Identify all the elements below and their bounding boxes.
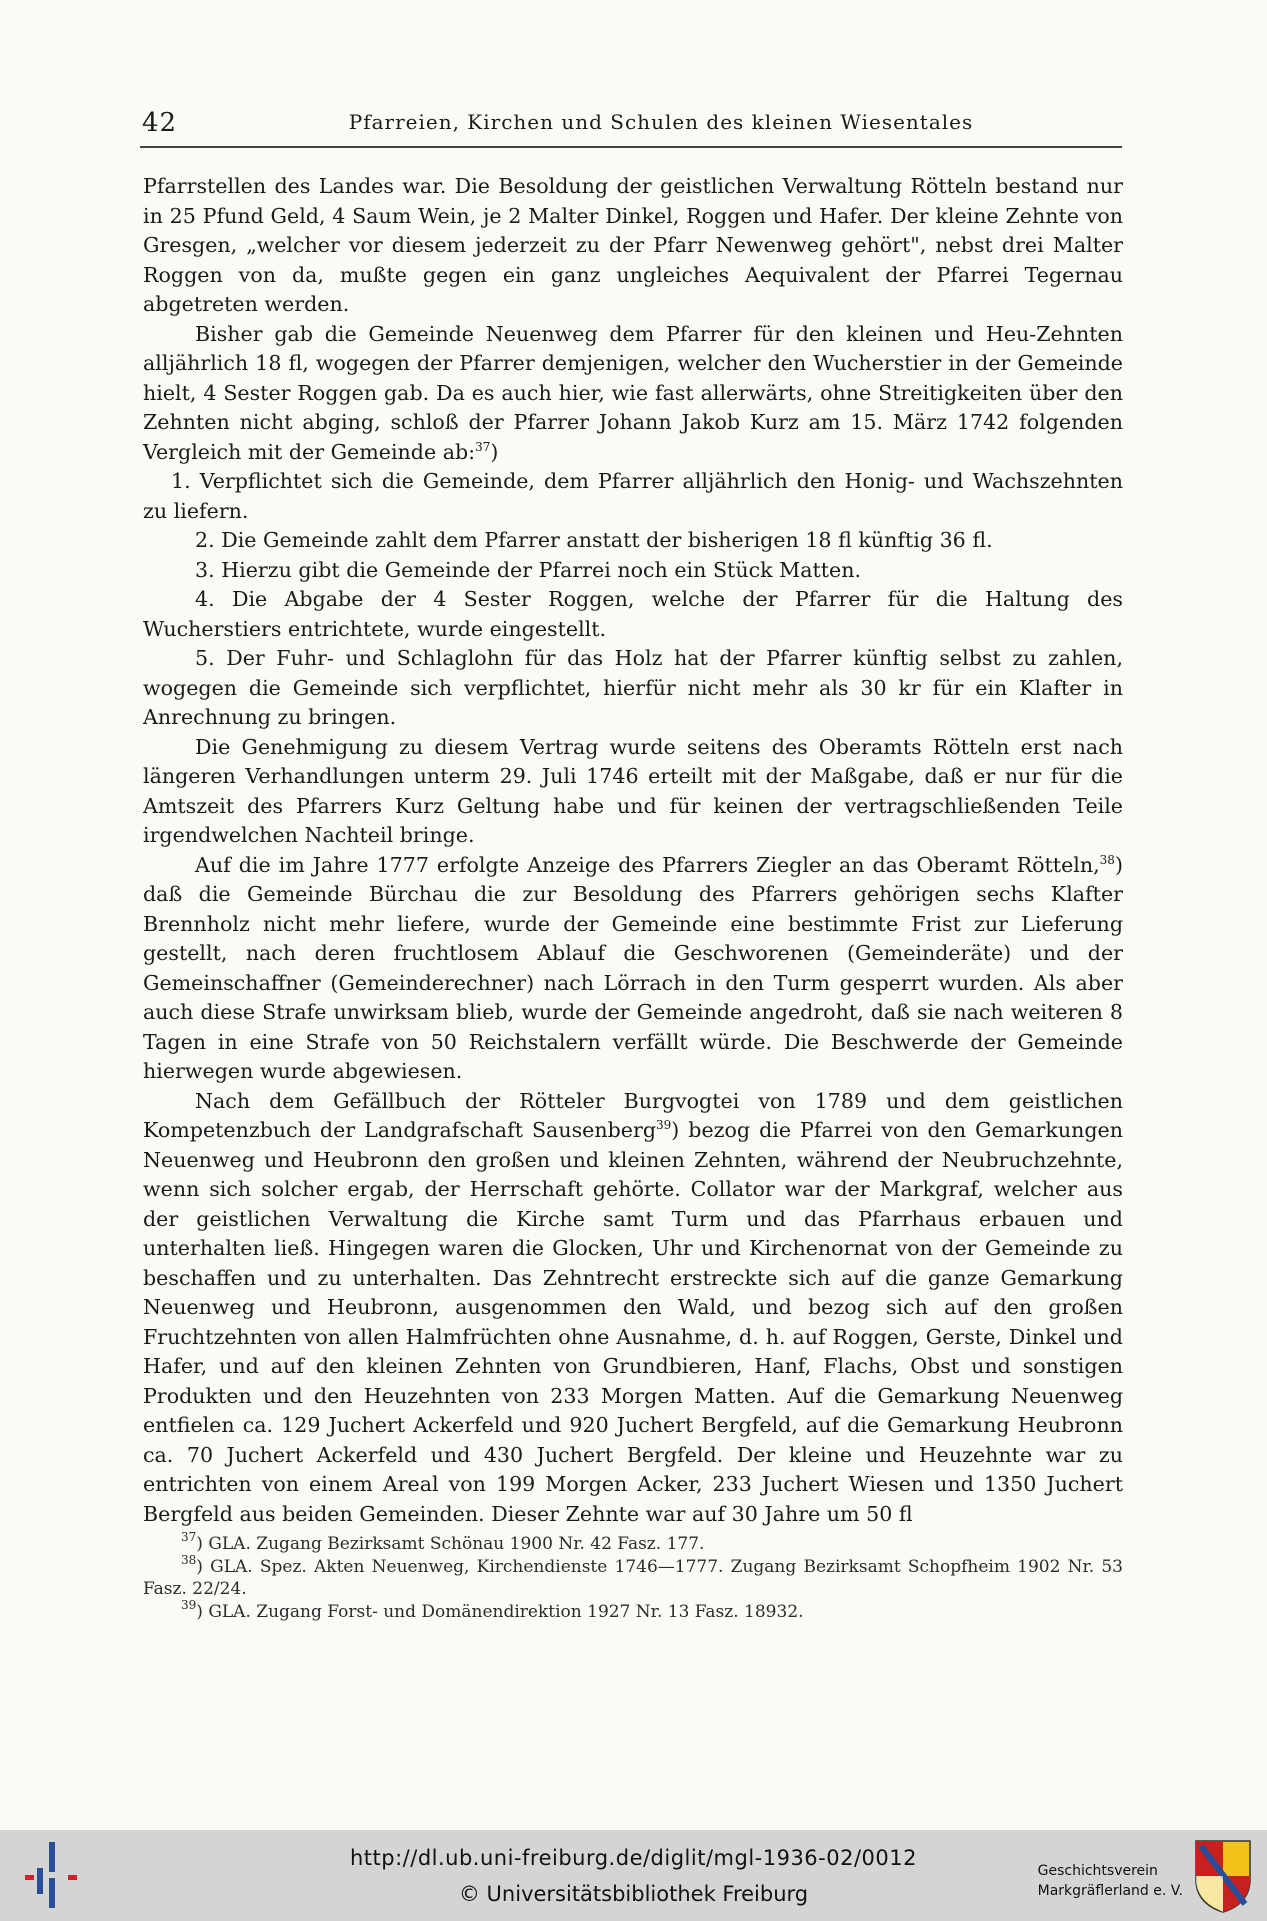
- paragraph: Nach dem Gefällbuch der Rötteler Burgvogtei von 1789 und dem geistlichen Kompetenzbuch der Landgrafschaft Sausenberg$^{39}$) bezog die Pfarrei von den Gemarkungen Neuenweg und Heubronn den großen und kleinen Zehnten, während der Neubruchzehnte, wenn sich solcher ergab, der Herrschaft gehörte. Collator war der Markgraf, welcher aus der geistlichen Verwaltung die Kirche samt Turm und das Pfarrhaus erbauen und unterhalten ließ. Hingegen waren die Glocken, Uhr und Kirchenornat von der Gemeinde zu beschaffen und zu unterhalten. Das Zehntrecht erstreckte sich auf die ganze Gemarkung Neuenweg und Heubronn, ausgenommen den Wald, und bezog sich auf den großen Fruchtzehnten von allen Halmfrüchten ohne Ausnahme, d. h. auf Roggen, Gerste, Dinkel und Hafer, und auf den kleinen Zehnten von Grundbieren, Hanf, Flachs, Obst und sonstigen Produkten und den Heuzehnten von 233 Morgen Matten. Auf die Gemarkung Neuenweg entfielen ca. 129 Juchert Ackerfeld und 920 Juchert Bergfeld, auf die Gemarkung Heubronn ca. 70 Juchert Ackerfeld und 430 Juchert Bergfeld. Der kleine und Heuzehnte war zu entrichten von einem Areal von 199 Morgen Acker, 233 Juchert Wiesen und 1350 Juchert Bergfeld aus beiden Gemeinden. Dieser Zehnte war auf 30 Jahre um 50 fl: [143, 1088, 1123, 1526]
- footnote: $^{39}$) GLA. Zugang Forst- und Domänendirektion 1927 Nr. 13 Fasz. 18932.: [181, 1597, 804, 1622]
- paragraph: Pfarrstellen des Landes war. Die Besoldung der geistlichen Verwaltung Rötteln bestand nur in 25 Pfund Geld, 4 Saum Wein, je 2 Malter Dinkel, Roggen und Hafer. Der kleine Zehnte von Gresgen, „welcher vor diesem jederzeit zu der Pfarr Newenweg gehört", nebst drei Malter Roggen von da, mußte gegen ein ganz ungleiches Aequivalent der Pfarrei Tegernau abgetreten werden.: [143, 174, 1123, 316]
- paragraph: Die Genehmigung zu diesem Vertrag wurde seitens des Oberamts Rötteln erst nach längeren Verhandlungen unterm 29. Juli 1746 erteilt mit der Maßgabe, daß er nur für die Amtszeit des Pfarrers Kurz Geltung habe und für keinen der vertragschließenden Teile irgendwelchen Nachteil bringe.: [143, 734, 1123, 847]
- footnote: $^{38}$) GLA. Spez. Akten Neuenweg, Kirchendienste 1746—1777. Zugang Bezirksamt Schopfheim 1902 Nr. 53 Fasz. 22/24.: [143, 1552, 1123, 1599]
- paragraph: Auf die im Jahre 1777 erfolgte Anzeige des Pfarrers Ziegler an das Oberamt Rötteln,$^{38}$) daß die Gemeinde Bürchau die zur Besoldung des Pfarrers gehörigen sechs Klafter Brennholz nicht mehr liefere, wurde der Gemeinde eine bestimmte Frist zur Lieferung gestellt, nach deren fruchtlosem Ablauf die Geschworenen (Gemeinderäte) und der Gemeinschaffner (Gemeinderechner) nach Lörrach in den Turm gesperrt wurden. Als aber auch diese Strafe unwirksam blieb, wurde der Gemeinde angedroht, daß sie nach weiteren 8 Tagen in eine Strafe von 50 Reichstalern verfällt würde. Die Beschwerde der Gemeinde hierwegen wurde abgewiesen.: [143, 852, 1123, 1083]
- list-item: 4. Die Abgabe der 4 Sester Roggen, welche der Pfarrer für die Haltung des Wucherstiers entrichtete, wurde eingestellt.: [143, 587, 1123, 641]
- source-url-link[interactable]: http://dl.ub.uni-freiburg.de/diglit/mgl-1936-02/0012: [349, 1846, 917, 1870]
- footnotes: [143, 1530, 1123, 1623]
- footnote-ref[interactable]: 37: [475, 439, 491, 454]
- copyright-text: © Universitätsbibliothek Freiburg: [458, 1882, 809, 1906]
- footer-bar: [0, 1830, 1267, 1921]
- running-title: Pfarreien, Kirchen und Schulen des kleinen Wiesentales: [348, 110, 974, 134]
- coat-of-arms-icon: [1193, 1838, 1253, 1914]
- footnote-ref[interactable]: 38: [1099, 852, 1115, 867]
- footnote-ref[interactable]: 39: [656, 1118, 672, 1132]
- list-item: 1. Verpflichtet sich die Gemeinde, dem Pfarrer alljährlich den Honig- und Wachszehnten zu liefern.: [143, 469, 1123, 523]
- list-item: 5. Der Fuhr- und Schlaglohn für das Holz hat der Pfarrer künftig selbst zu zahlen, wogegen die Gemeinde sich verpflichtet, hierfür nicht mehr als 30 kr für ein Klafter in Anrechnung zu bringen.: [143, 646, 1123, 729]
- list-item: 3. Hierzu gibt die Gemeinde der Pfarrei noch ein Stück Matten.: [195, 557, 862, 582]
- society-name: Geschichtsverein Markgräflerland e. V.: [1037, 1863, 1183, 1899]
- footnote: $^{37}$) GLA. Zugang Bezirksamt Schönau 1900 Nr. 42 Fasz. 177.: [181, 1530, 705, 1554]
- paragraph: Bisher gab die Gemeinde Neuenweg dem Pfarrer für den kleinen und Heu-Zehnten alljährlich 18 fl, wogegen der Pfarrer demjenigen, welcher den Wucherstier in der Gemeinde hielt, 4 Sester Roggen gab. Da es auch hier, wie fast allerwärts, ohne Streitigkeiten über den Zehnten nicht abging, schloß der Pfarrer Johann Jakob Kurz am 15. März 1742 folgenden Vergleich mit der Gemeinde ab:$^{37}$): [143, 321, 1123, 464]
- body-text: [143, 172, 1123, 1529]
- header-rule: [140, 146, 1122, 148]
- page-number: 42: [142, 108, 178, 138]
- page-header: [140, 108, 1122, 148]
- list-item: 2. Die Gemeinde zahlt dem Pfarrer anstatt der bisherigen 18 fl künftig 36 fl.: [195, 528, 993, 552]
